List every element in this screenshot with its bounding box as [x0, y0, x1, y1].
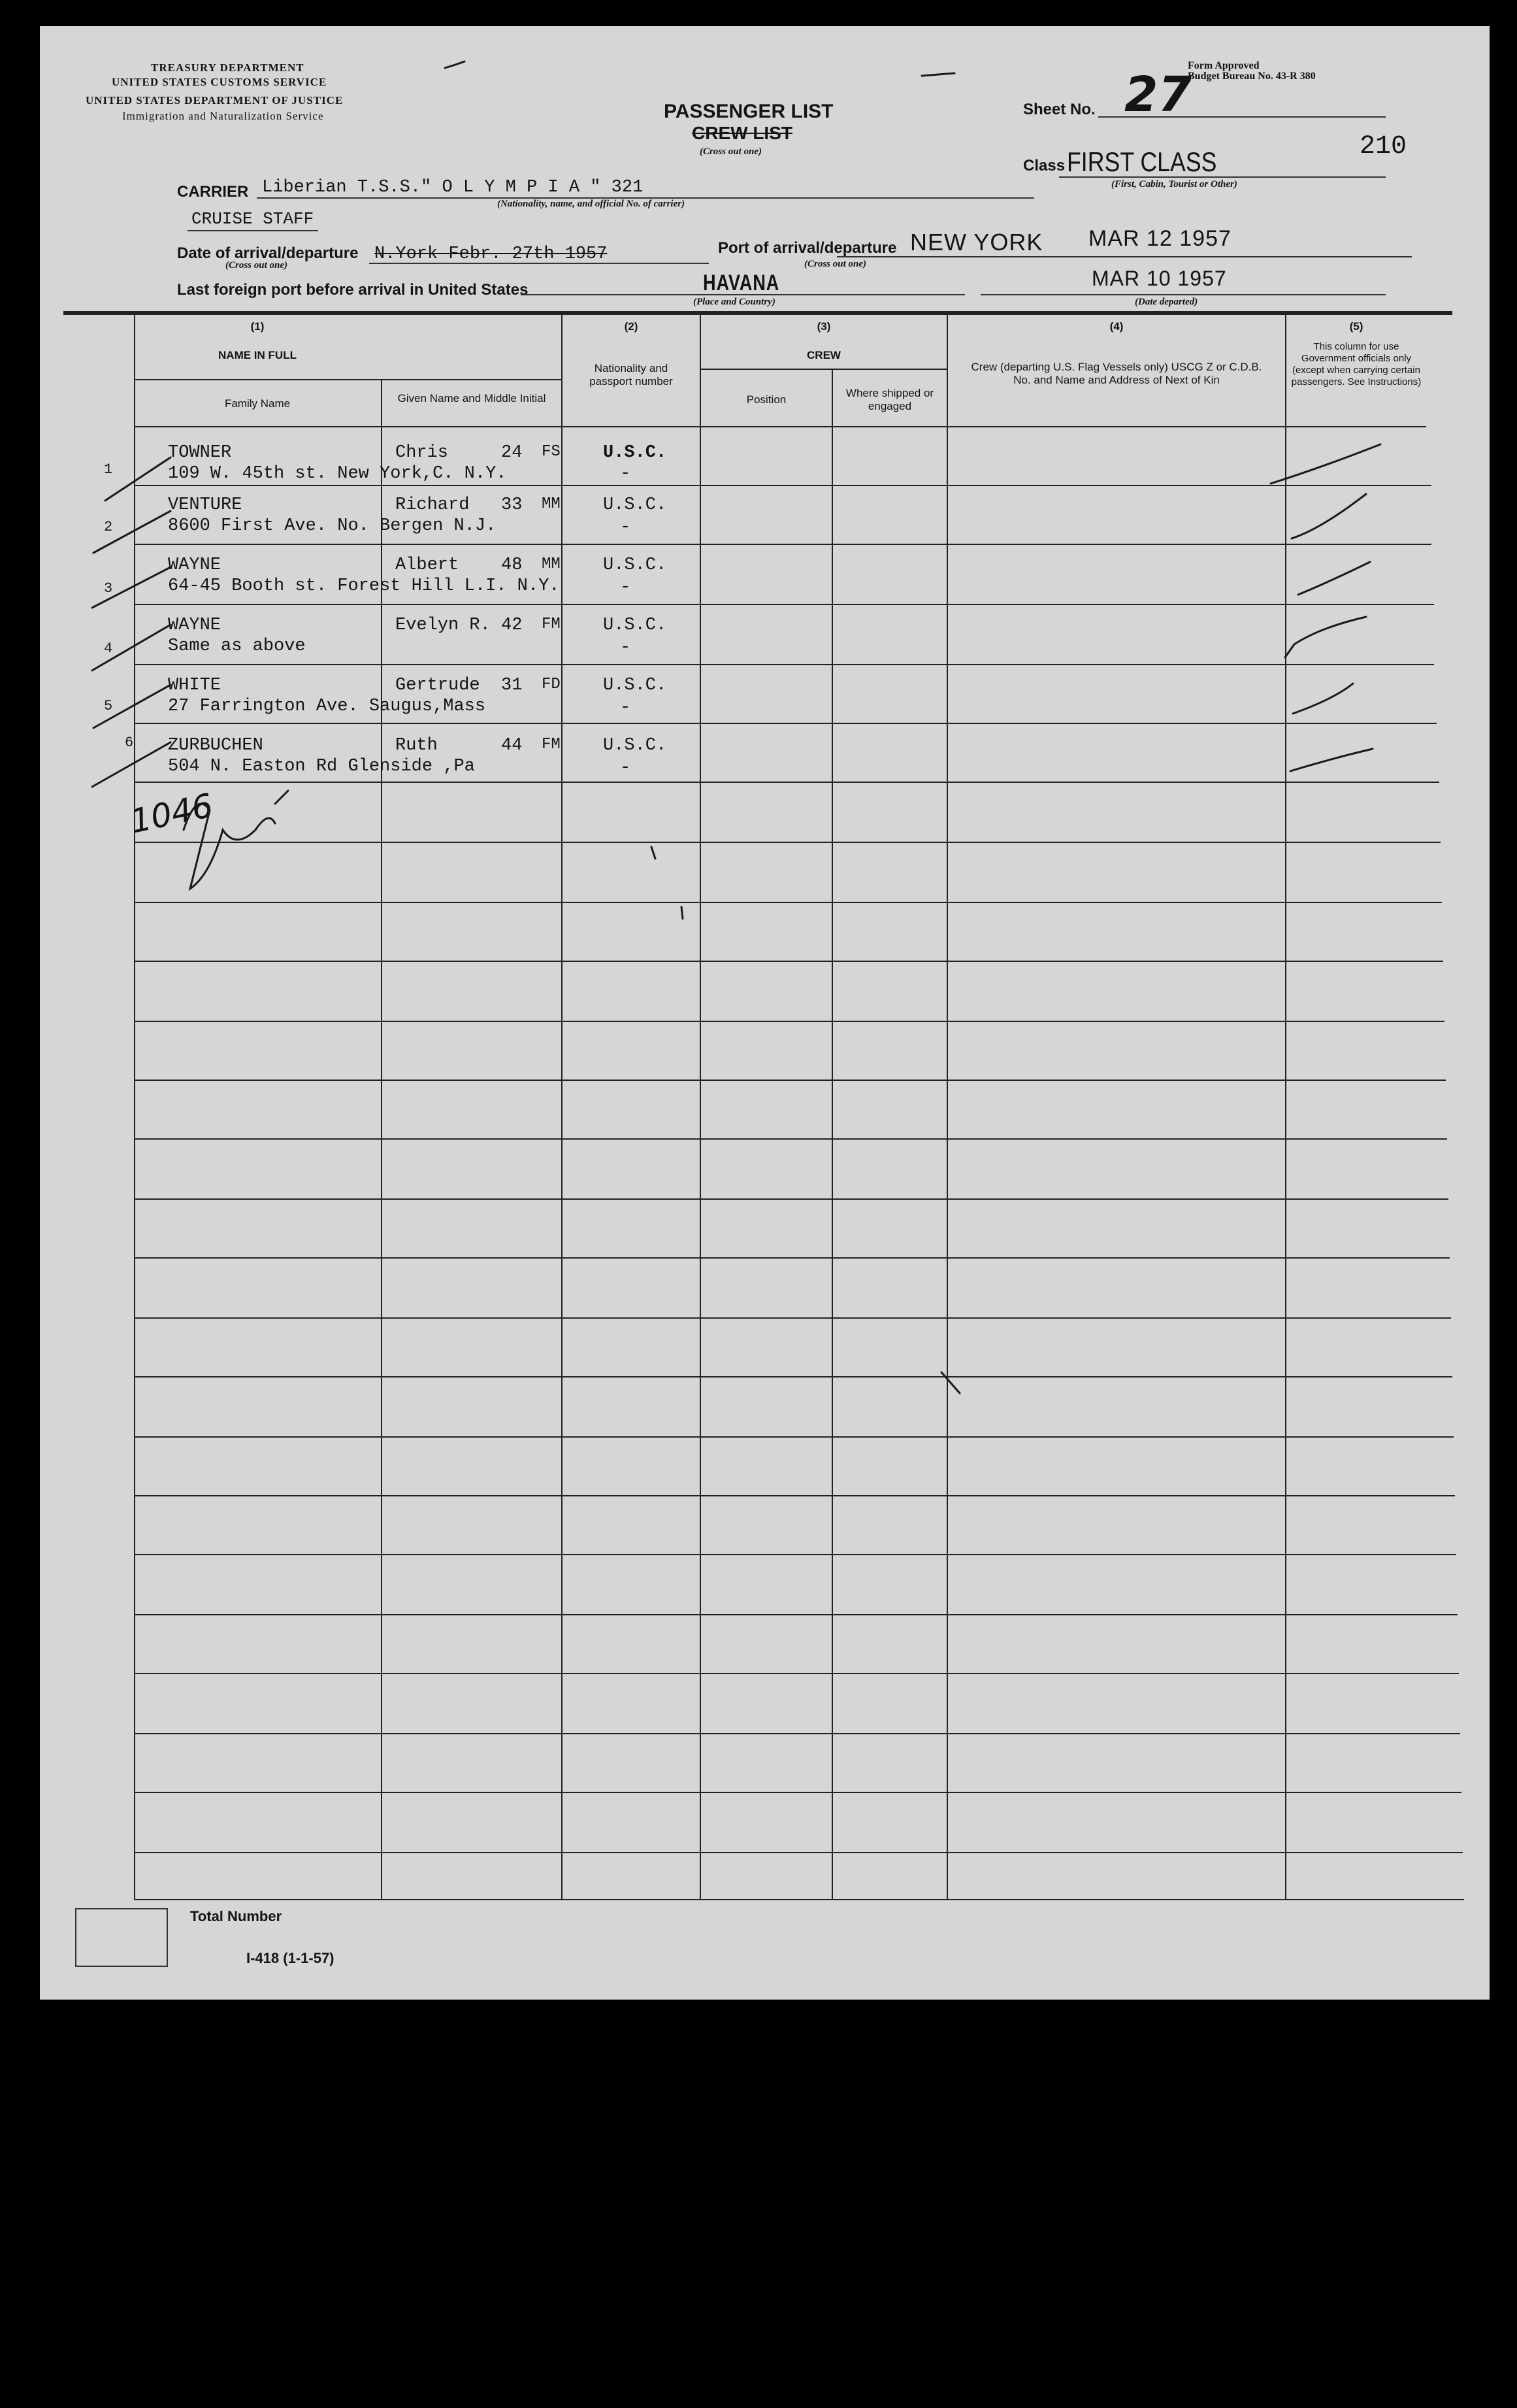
- col-shipped: Where shipped or engaged: [845, 387, 934, 413]
- dept-justice: UNITED STATES DEPARTMENT OF JUSTICE: [86, 94, 344, 107]
- family-name: VENTURE: [168, 495, 242, 515]
- nationality: U.S.C.: [603, 495, 667, 515]
- dept-customs: UNITED STATES CUSTOMS SERVICE: [112, 76, 327, 88]
- carrier-label: CARRIER: [177, 183, 249, 201]
- sex-code: FS: [542, 443, 561, 461]
- passport-dash: -: [620, 518, 631, 537]
- age: 33: [501, 495, 523, 515]
- family-name: TOWNER: [168, 443, 232, 463]
- date-hint: (Cross out one): [225, 260, 288, 271]
- dept-ins: Immigration and Naturalization Service: [122, 110, 324, 122]
- given-name: Chris: [395, 443, 449, 463]
- port-stamp-date: MAR 12 1957: [1088, 226, 1232, 251]
- last-port-hint: (Place and Country): [693, 297, 775, 307]
- row-number: 4: [104, 640, 113, 657]
- handwritten-note: 1046: [127, 786, 216, 841]
- passport-dash: -: [620, 758, 631, 778]
- col1-title: NAME IN FULL: [218, 349, 297, 361]
- row-number: 1: [104, 461, 113, 478]
- date-label: Date of arrival/departure: [177, 244, 359, 262]
- row-number: 3: [104, 580, 113, 597]
- given-name: Ruth: [395, 736, 438, 755]
- address: Same as above: [168, 636, 306, 656]
- row-number: 2: [104, 519, 113, 535]
- col1-num: (1): [250, 320, 265, 333]
- nationality: U.S.C.: [603, 616, 667, 635]
- handwritten-marks: [40, 26, 1490, 2000]
- class-value: FIRST CLASS: [1067, 146, 1217, 177]
- date-value: N.York Febr. 27th 1957: [374, 244, 608, 264]
- class-label: Class: [1023, 157, 1066, 174]
- nationality: U.S.C.: [603, 555, 667, 575]
- given-name: Richard: [395, 495, 470, 515]
- nationality: U.S.C.: [603, 676, 667, 695]
- number-210: 210: [1360, 132, 1407, 161]
- carrier-value: Liberian T.S.S." O L Y M P I A " 321: [262, 178, 644, 197]
- list-title: PASSENGER LIST: [664, 101, 834, 122]
- age: 48: [501, 555, 523, 575]
- cruise-staff: CRUISE STAFF: [191, 209, 314, 229]
- col3-title: CREW: [807, 349, 841, 361]
- passport-dash: -: [620, 578, 631, 597]
- nationality: U.S.C.: [603, 736, 667, 755]
- budget-bureau: Budget Bureau No. 43-R 380: [1188, 71, 1316, 82]
- passport-dash: -: [620, 698, 631, 717]
- family-name: ZURBUCHEN: [168, 736, 263, 755]
- sex-code: MM: [542, 495, 561, 513]
- port-label: Port of arrival/departure: [718, 239, 897, 257]
- age: 42: [501, 616, 523, 635]
- class-hint: (First, Cabin, Tourist or Other): [1111, 179, 1237, 190]
- col-position: Position: [746, 393, 787, 406]
- port-value: NEW YORK: [910, 229, 1043, 256]
- age: 31: [501, 676, 523, 695]
- col-given: Given Name and Middle Initial: [397, 392, 546, 404]
- col3-num: (3): [817, 320, 831, 333]
- given-name: Evelyn R.: [395, 616, 491, 635]
- family-name: WAYNE: [168, 616, 221, 635]
- sex-code: FM: [542, 736, 561, 753]
- address: 8600 First Ave. No. Bergen N.J.: [168, 516, 497, 536]
- col2-num: (2): [624, 320, 638, 333]
- total-number-label: Total Number: [190, 1908, 282, 1924]
- row-number: 6: [125, 734, 134, 751]
- document-page: [40, 26, 1490, 2000]
- form-number: I-418 (1-1-57): [246, 1950, 334, 1966]
- col2-title: Nationality and passport number: [589, 362, 673, 388]
- last-port-value: HAVANA: [703, 271, 780, 295]
- address: 64-45 Booth st. Forest Hill L.I. N.Y.: [168, 576, 560, 596]
- sex-code: MM: [542, 555, 561, 573]
- col4-num: (4): [1109, 320, 1124, 333]
- last-port-label: Last foreign port before arrival in United States: [177, 281, 529, 299]
- carrier-hint: (Nationality, name, and official No. of carrier): [497, 199, 685, 209]
- address: 504 N. Easton Rd Glenside ,Pa: [168, 757, 475, 776]
- port-hint: (Cross out one): [804, 259, 867, 269]
- age: 44: [501, 736, 523, 755]
- sheet-label: Sheet No.: [1023, 101, 1096, 118]
- date-departed: MAR 10 1957: [1092, 267, 1227, 290]
- nationality: U.S.C.: [603, 443, 667, 463]
- col5-title: This column for use Government officials only (except when carrying certain passengers. See Instructions): [1291, 341, 1422, 388]
- address: 109 W. 45th st. New York,C. N.Y.: [168, 464, 507, 484]
- total-box: [75, 1908, 168, 1967]
- dept-treasury: TREASURY DEPARTMENT: [151, 61, 304, 74]
- passport-dash: -: [620, 638, 631, 657]
- col-family: Family Name: [224, 397, 291, 410]
- age: 24: [501, 443, 523, 463]
- sex-code: FM: [542, 616, 561, 633]
- family-name: WAYNE: [168, 555, 221, 575]
- address: 27 Farrington Ave. Saugus,Mass: [168, 697, 486, 716]
- sex-code: FD: [542, 676, 561, 693]
- given-name: Albert: [395, 555, 459, 575]
- list-cross-hint: (Cross out one): [700, 146, 762, 157]
- passport-dash: -: [620, 464, 631, 484]
- row-number: 5: [104, 698, 113, 714]
- given-name: Gertrude: [395, 676, 480, 695]
- form-approved: Form Approved: [1188, 60, 1260, 71]
- col4-title: Crew (departing U.S. Flag Vessels only) USCG Z or C.D.B. No. and Name and Address of Next of Kin: [971, 361, 1262, 387]
- family-name: WHITE: [168, 676, 221, 695]
- date-departed-hint: (Date departed): [1135, 297, 1198, 307]
- list-title-crossed: CREW LIST: [692, 123, 792, 143]
- col5-num: (5): [1349, 320, 1363, 333]
- sheet-number: 27: [1124, 67, 1192, 123]
